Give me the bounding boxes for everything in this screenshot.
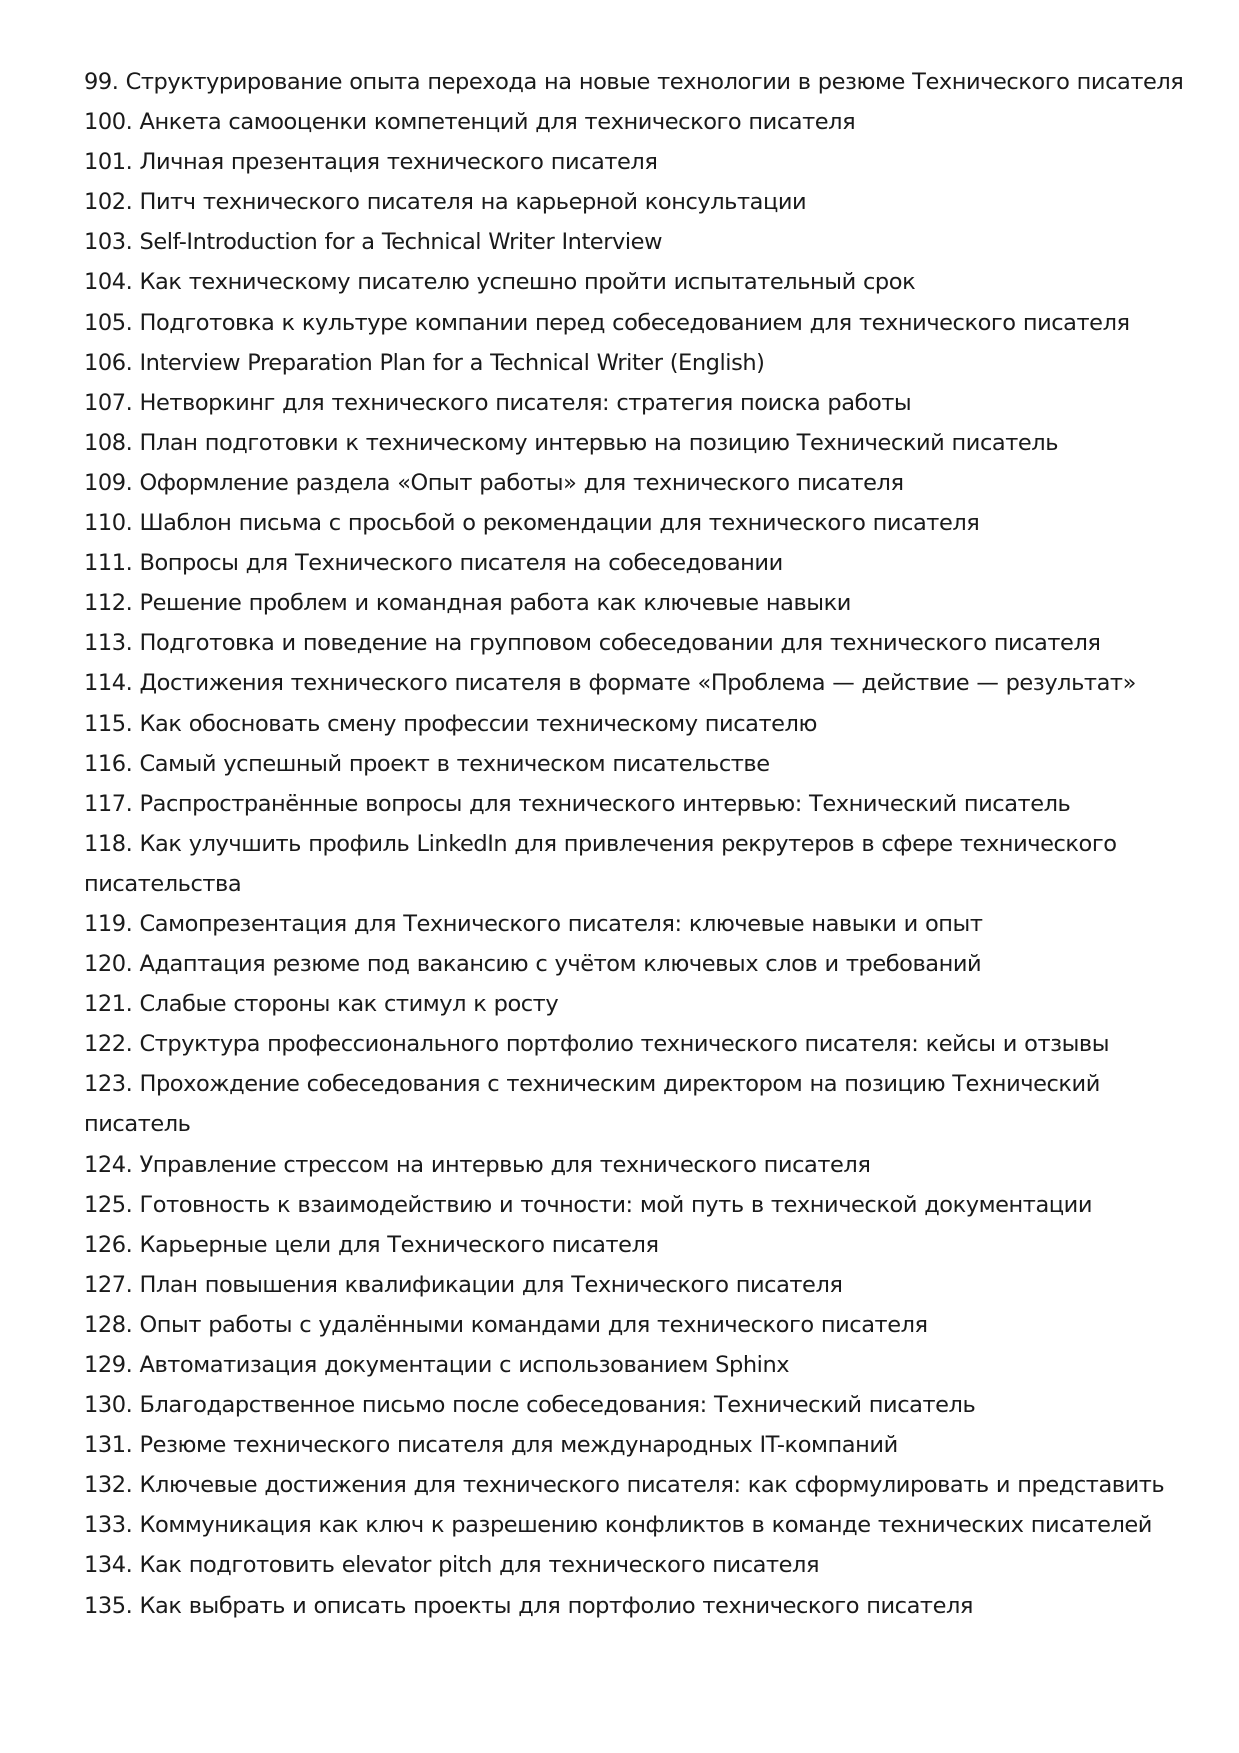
list-item: 120. Адаптация резюме под вакансию с учётом ключевых слов и требований bbox=[84, 951, 982, 978]
list-item: 134. Как подготовить elevator pitch для технического писателя bbox=[84, 1552, 820, 1579]
list-item: 102. Питч технического писателя на карьерной консультации bbox=[84, 189, 807, 216]
document-page bbox=[84, 62, 1184, 1626]
list-item: 121. Слабые стороны как стимул к росту bbox=[84, 991, 559, 1018]
list-item: 111. Вопросы для Технического писателя на собеседовании bbox=[84, 550, 783, 577]
list-item: 107. Нетворкинг для технического писателя: стратегия поиска работы bbox=[84, 389, 912, 416]
list-item: 128. Опыт работы с удалёнными командами для технического писателя bbox=[84, 1311, 928, 1338]
list-item: 131. Резюме технического писателя для международных IT-компаний bbox=[84, 1432, 898, 1459]
list-item: 124. Управление стрессом на интервью для технического писателя bbox=[84, 1151, 871, 1178]
list-item: 125. Готовность к взаимодействию и точности: мой путь в технической документации bbox=[84, 1191, 1092, 1218]
list-item: 116. Самый успешный проект в техническом писательстве bbox=[84, 750, 770, 777]
list-item: 99. Структурирование опыта перехода на новые технологии в резюме Технического писателя bbox=[84, 69, 1184, 95]
list-item: 109. Оформление раздела «Опыт работы» для технического писателя bbox=[84, 469, 904, 496]
list-item: 122. Структура профессионального портфолио технического писателя: кейсы и отзывы bbox=[84, 1031, 1110, 1058]
list-item: 129. Автоматизация документации с использованием Sphinx bbox=[84, 1352, 790, 1378]
list-item: 115. Как обосновать смену профессии техническому писателю bbox=[84, 710, 817, 737]
list-item: 127. План повышения квалификации для Технического писателя bbox=[84, 1271, 843, 1298]
list-item: 103. Self-Introduction for a Technical Writer Interview bbox=[84, 229, 663, 256]
list-item: 106. Interview Preparation Plan for a Technical Writer (English) bbox=[84, 349, 765, 376]
list-item: 114. Достижения технического писателя в формате «Проблема — действие — результат» bbox=[84, 670, 1136, 697]
list-item: 118. Как улучшить профиль LinkedIn для привлечения рекрутеров в сфере технического писательства bbox=[84, 830, 1117, 897]
list-item: 123. Прохождение собеседования с техническим директором на позицию Технический писатель bbox=[84, 1071, 1100, 1138]
list-item: 101. Личная презентация технического писателя bbox=[84, 149, 658, 176]
list-item: 130. Благодарственное письмо после собеседования: Технический писатель bbox=[84, 1392, 976, 1419]
list-item: 126. Карьерные цели для Технического писателя bbox=[84, 1231, 659, 1258]
list-item: 104. Как техническому писателю успешно пройти испытательный срок bbox=[84, 269, 916, 296]
list-item: 135. Как выбрать и описать проекты для портфолио технического писателя bbox=[84, 1592, 973, 1619]
list-item: 110. Шаблон письма с просьбой о рекомендации для технического писателя bbox=[84, 510, 980, 537]
list-item: 105. Подготовка к культуре компании перед собеседованием для технического писателя bbox=[84, 309, 1130, 336]
list-item: 132. Ключевые достижения для технического писателя: как сформулировать и представить bbox=[84, 1472, 1165, 1499]
list-item: 117. Распространённые вопросы для технического интервью: Технический писатель bbox=[84, 790, 1071, 817]
list-item: 112. Решение проблем и командная работа как ключевые навыки bbox=[84, 590, 851, 617]
list-item: 100. Анкета самооценки компетенций для технического писателя bbox=[84, 109, 856, 136]
list-item: 119. Самопрезентация для Технического писателя: ключевые навыки и опыт bbox=[84, 910, 983, 937]
list-item: 113. Подготовка и поведение на групповом собеседовании для технического писателя bbox=[84, 630, 1101, 657]
list-item: 108. План подготовки к техническому интервью на позицию Технический писатель bbox=[84, 429, 1059, 456]
list-item: 133. Коммуникация как ключ к разрешению конфликтов в команде технических писателей bbox=[84, 1512, 1152, 1539]
